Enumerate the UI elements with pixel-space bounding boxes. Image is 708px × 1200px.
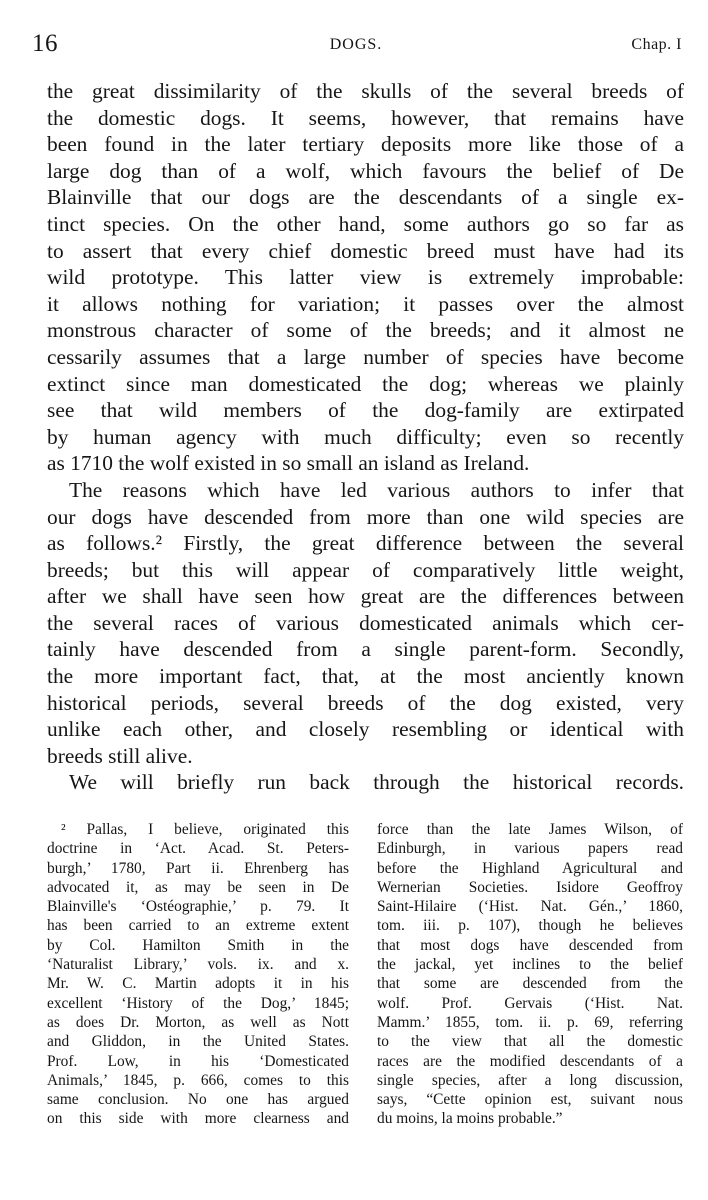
text-line: The reasons which have led various authors to infer that xyxy=(69,477,684,502)
footnote-line: says, “Cette opinion est, suivant nous xyxy=(377,1091,683,1109)
running-head xyxy=(30,30,682,64)
footnote-line: excellent ‘History of the Dog,’ 1845; xyxy=(47,994,349,1012)
text-line: tainly have descended from a single parent-form. Secondly, xyxy=(47,637,684,662)
text-line: see that wild members of the dog-family are extirpated xyxy=(47,398,684,423)
text-line: monstrous character of some of the breeds; and it almost ne xyxy=(47,318,684,343)
text-line: the more important fact, that, at the most anciently known xyxy=(47,664,684,689)
footnote-line: by Col. Hamilton Smith in the xyxy=(47,936,349,954)
text-line: as 1710 the wolf existed in so small an island as Ireland. xyxy=(47,451,530,476)
text-line: wild prototype. This latter view is extremely improbable: xyxy=(47,265,684,290)
footnote-line: advocated it, as may be seen in De xyxy=(47,878,349,896)
text-line: as follows.² Firstly, the great difference between the several xyxy=(47,531,684,556)
footnote-line: before the Highland Agricultural and xyxy=(377,859,683,877)
text-line: large dog than of a wolf, which favours the belief of De xyxy=(47,158,684,183)
text-line: to assert that every chief domestic breed must have had its xyxy=(47,238,684,263)
footnote-line: that most dogs have descended from xyxy=(377,936,683,954)
running-title: DOGS. xyxy=(329,36,383,53)
paragraph-3 xyxy=(47,769,684,796)
footnote-line: Mamm.’ 1855, tom. ii. p. 69, referring xyxy=(377,1013,683,1031)
footnote-line: tom. iii. p. 107), though he believes xyxy=(377,917,683,935)
footnote-line: wolf. Prof. Gervais (‘Hist. Nat. xyxy=(377,994,683,1012)
footnote-line: Wernerian Societies. Isidore Geoffroy xyxy=(377,878,683,896)
footnote-line: Animals,’ 1845, p. 666, comes to this xyxy=(47,1071,349,1089)
text-line: tinct species. On the other hand, some authors go so far as xyxy=(47,211,684,236)
text-line: breeds still alive. xyxy=(47,743,193,768)
footnote-line: has been carried to an extreme extent xyxy=(47,917,349,935)
footnote-line: and Gliddon, in the United States. xyxy=(47,1033,349,1051)
footnote-line: Edinburgh, in various papers read xyxy=(377,840,683,858)
footnote-line: doctrine in ‘Act. Acad. St. Peters- xyxy=(47,840,349,858)
footnote-line: as does Dr. Morton, as well as Nott xyxy=(47,1013,349,1031)
footnote-line: ² Pallas, I believe, originated this xyxy=(61,821,349,838)
footnote-line: on this side with more clearness and xyxy=(47,1110,349,1128)
text-line: the great dissimilarity of the skulls of the several breeds of xyxy=(47,79,684,103)
footnote-line: force than the late James Wilson, of xyxy=(377,821,683,838)
page-number: 16 xyxy=(32,30,58,57)
body-text xyxy=(47,78,684,796)
text-line: extinct since man domesticated the dog; whereas we plainly xyxy=(47,371,684,396)
footnote-column-right xyxy=(377,820,683,1129)
paragraph-1 xyxy=(47,78,684,477)
footnote-line: Saint-Hilaire (‘Hist. Nat. Gén.,’ 1860, xyxy=(377,898,683,916)
text-line: the several races of various domesticated animals which cer- xyxy=(47,610,684,635)
text-line: been found in the later tertiary deposits more like those of a xyxy=(47,132,684,157)
text-line: it allows nothing for variation; it passes over the almost xyxy=(47,291,684,316)
footnote-line: same conclusion. No one has argued xyxy=(47,1091,349,1109)
chapter-label: Chap. I xyxy=(631,36,682,53)
footnote-column-left xyxy=(47,820,349,1129)
footnote-line: single species, after a long discussion, xyxy=(377,1071,683,1089)
footnote-line: ‘Naturalist Library,’ vols. ix. and x. xyxy=(47,956,349,974)
footnote-line: burgh,’ 1780, Part ii. Ehrenberg has xyxy=(47,859,349,877)
footnote-line: to the view that all the domestic xyxy=(377,1033,683,1051)
footnote-line: that some are descended from the xyxy=(377,975,683,993)
text-line: breeds; but this will appear of comparatively little weight, xyxy=(47,557,684,582)
text-line: We will briefly run back through the historical records. xyxy=(69,770,684,795)
text-line: unlike each other, and closely resembling or identical with xyxy=(47,717,684,742)
footnotes xyxy=(47,820,684,1180)
footnote-line: Prof. Low, in his ‘Domesticated xyxy=(47,1052,349,1070)
text-line: our dogs have descended from more than one wild species are xyxy=(47,504,684,529)
text-line: cessarily assumes that a large number of species have become xyxy=(47,344,684,369)
text-line: after we shall have seen how great are the differences between xyxy=(47,584,684,609)
footnote-line: the jackal, yet inclines to the belief xyxy=(377,956,683,974)
footnote-line: Mr. W. C. Martin adopts it in his xyxy=(47,975,349,993)
text-line: the domestic dogs. It seems, however, that remains have xyxy=(47,105,684,130)
footnote-line: races are the modified descendants of a xyxy=(377,1052,683,1070)
footnote-line: Blainville's ‘Ostéographie,’ p. 79. It xyxy=(47,898,349,916)
footnote-line: du moins, la moins probable.” xyxy=(377,1110,563,1128)
text-line: historical periods, several breeds of the dog existed, very xyxy=(47,690,684,715)
text-line: by human agency with much difficulty; even so recently xyxy=(47,424,684,449)
paragraph-2 xyxy=(47,477,684,770)
text-line: Blainville that our dogs are the descendants of a single ex- xyxy=(47,185,684,210)
